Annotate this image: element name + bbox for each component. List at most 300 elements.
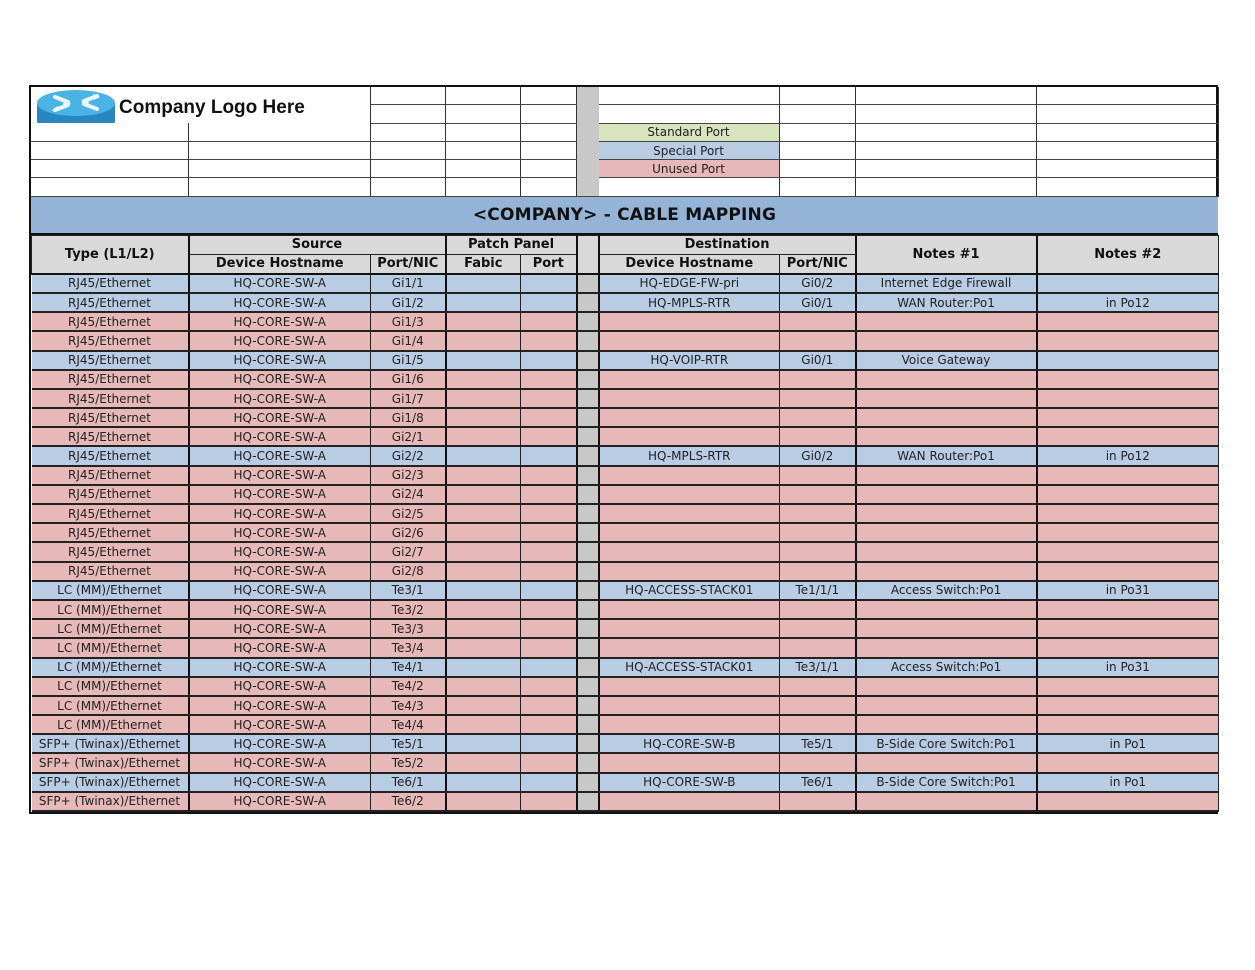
cell-type[interactable]: RJ45/Ethernet xyxy=(32,293,189,312)
cell-notes1[interactable]: Access Switch:Po1 xyxy=(856,658,1037,677)
cell-notes2[interactable]: in Po12 xyxy=(1037,293,1219,312)
cell-dst-port[interactable] xyxy=(780,542,856,561)
cell-notes1[interactable] xyxy=(856,600,1037,619)
cell-dst-hostname[interactable] xyxy=(599,619,780,638)
cell-src-hostname[interactable]: HQ-CORE-SW-A xyxy=(189,446,371,465)
cell-src-hostname[interactable]: HQ-CORE-SW-A xyxy=(189,351,371,370)
header-cell[interactable] xyxy=(31,123,188,141)
cell-type[interactable]: RJ45/Ethernet xyxy=(32,466,189,485)
cell-type[interactable]: RJ45/Ethernet xyxy=(32,523,189,542)
header-cell[interactable] xyxy=(1036,178,1218,196)
header-cell[interactable] xyxy=(779,141,855,159)
cell-type[interactable]: LC (MM)/Ethernet xyxy=(32,715,189,734)
cell-src-hostname[interactable]: HQ-CORE-SW-A xyxy=(189,562,371,581)
cell-dst-hostname[interactable]: HQ-CORE-SW-B xyxy=(599,773,780,792)
cell-notes2[interactable]: in Po31 xyxy=(1037,658,1219,677)
cell-notes1[interactable] xyxy=(856,504,1037,523)
cell-dst-port[interactable] xyxy=(780,312,856,331)
cell-dst-port[interactable] xyxy=(780,427,856,446)
cell-notes2[interactable] xyxy=(1037,677,1219,696)
cell-src-port[interactable]: Gi1/5 xyxy=(371,351,446,370)
cell-src-port[interactable]: Te4/3 xyxy=(371,696,446,715)
header-cell[interactable] xyxy=(520,123,576,141)
cell-src-hostname[interactable]: HQ-CORE-SW-A xyxy=(189,370,371,389)
cell-type[interactable]: LC (MM)/Ethernet xyxy=(32,638,189,657)
cell-pp-fabric[interactable] xyxy=(446,696,521,715)
cell-dst-port[interactable]: Te3/1/1 xyxy=(780,658,856,677)
cell-type[interactable]: LC (MM)/Ethernet xyxy=(32,696,189,715)
cell-notes1[interactable]: B-Side Core Switch:Po1 xyxy=(856,734,1037,753)
header-cell[interactable] xyxy=(520,141,576,159)
cell-type[interactable]: LC (MM)/Ethernet xyxy=(32,658,189,677)
cell-dst-port[interactable] xyxy=(780,619,856,638)
header-cell[interactable] xyxy=(1036,160,1218,178)
cell-notes1[interactable]: Internet Edge Firewall xyxy=(856,274,1037,293)
cell-src-port[interactable]: Gi1/6 xyxy=(371,370,446,389)
cell-dst-port[interactable] xyxy=(780,466,856,485)
cell-notes2[interactable]: in Po31 xyxy=(1037,581,1219,600)
cell-type[interactable]: RJ45/Ethernet xyxy=(32,312,189,331)
header-cell[interactable] xyxy=(779,105,855,123)
cell-notes1[interactable]: WAN Router:Po1 xyxy=(856,293,1037,312)
cell-pp-fabric[interactable] xyxy=(446,408,521,427)
cell-notes2[interactable] xyxy=(1037,562,1219,581)
cell-pp-fabric[interactable] xyxy=(446,312,521,331)
cell-notes2[interactable] xyxy=(1037,600,1219,619)
header-cell[interactable] xyxy=(779,160,855,178)
cell-dst-hostname[interactable] xyxy=(599,677,780,696)
cell-dst-port[interactable] xyxy=(780,715,856,734)
cell-pp-port[interactable] xyxy=(521,351,577,370)
cell-dst-hostname[interactable] xyxy=(599,753,780,772)
cell-pp-fabric[interactable] xyxy=(446,542,521,561)
header-cell[interactable] xyxy=(445,160,520,178)
cell-pp-fabric[interactable] xyxy=(446,389,521,408)
header-cell[interactable] xyxy=(855,105,1036,123)
cell-notes1[interactable]: B-Side Core Switch:Po1 xyxy=(856,773,1037,792)
cell-type[interactable]: RJ45/Ethernet xyxy=(32,351,189,370)
cell-notes2[interactable] xyxy=(1037,753,1219,772)
cell-notes2[interactable] xyxy=(1037,466,1219,485)
header-cell[interactable] xyxy=(188,141,370,159)
cell-dst-hostname[interactable]: HQ-CORE-SW-B xyxy=(599,734,780,753)
cell-pp-port[interactable] xyxy=(521,542,577,561)
cell-src-port[interactable]: Te4/4 xyxy=(371,715,446,734)
cell-dst-hostname[interactable] xyxy=(599,523,780,542)
cell-dst-hostname[interactable] xyxy=(599,600,780,619)
cell-pp-fabric[interactable] xyxy=(446,523,521,542)
cell-type[interactable]: RJ45/Ethernet xyxy=(32,485,189,504)
header-cell[interactable] xyxy=(598,178,779,196)
cell-src-port[interactable]: Te6/1 xyxy=(371,773,446,792)
cell-src-port[interactable]: Te3/1 xyxy=(371,581,446,600)
cell-notes2[interactable]: in Po1 xyxy=(1037,734,1219,753)
cell-pp-fabric[interactable] xyxy=(446,427,521,446)
cell-notes1[interactable] xyxy=(856,485,1037,504)
cell-dst-port[interactable] xyxy=(780,389,856,408)
cell-pp-port[interactable] xyxy=(521,619,577,638)
cell-notes1[interactable] xyxy=(856,408,1037,427)
cell-src-hostname[interactable]: HQ-CORE-SW-A xyxy=(189,408,371,427)
cell-notes1[interactable] xyxy=(856,331,1037,350)
cell-dst-hostname[interactable] xyxy=(599,485,780,504)
cell-src-hostname[interactable]: HQ-CORE-SW-A xyxy=(189,293,371,312)
cell-src-port[interactable]: Gi2/3 xyxy=(371,466,446,485)
cell-pp-fabric[interactable] xyxy=(446,715,521,734)
cell-dst-port[interactable]: Gi0/1 xyxy=(780,293,856,312)
cell-dst-port[interactable]: Te1/1/1 xyxy=(780,581,856,600)
header-cell[interactable] xyxy=(31,178,188,196)
cell-pp-fabric[interactable] xyxy=(446,274,521,293)
cell-dst-hostname[interactable] xyxy=(599,696,780,715)
header-cell[interactable] xyxy=(445,178,520,196)
cell-pp-port[interactable] xyxy=(521,504,577,523)
cell-dst-hostname[interactable] xyxy=(599,542,780,561)
cell-src-hostname[interactable]: HQ-CORE-SW-A xyxy=(189,523,371,542)
cell-notes2[interactable] xyxy=(1037,427,1219,446)
cell-src-port[interactable]: Te5/2 xyxy=(371,753,446,772)
cell-type[interactable]: RJ45/Ethernet xyxy=(32,446,189,465)
cell-pp-port[interactable] xyxy=(521,715,577,734)
cell-pp-fabric[interactable] xyxy=(446,773,521,792)
cell-type[interactable]: RJ45/Ethernet xyxy=(32,542,189,561)
header-cell[interactable] xyxy=(520,105,576,123)
header-cell[interactable] xyxy=(520,87,576,105)
cell-dst-hostname[interactable] xyxy=(599,370,780,389)
cell-notes1[interactable] xyxy=(856,523,1037,542)
cell-dst-hostname[interactable] xyxy=(599,312,780,331)
cell-notes1[interactable] xyxy=(856,619,1037,638)
cell-src-port[interactable]: Gi2/5 xyxy=(371,504,446,523)
cell-pp-fabric[interactable] xyxy=(446,485,521,504)
cell-notes2[interactable] xyxy=(1037,542,1219,561)
cell-pp-fabric[interactable] xyxy=(446,792,521,811)
cell-src-port[interactable]: Gi2/4 xyxy=(371,485,446,504)
cell-dst-hostname[interactable] xyxy=(599,504,780,523)
cell-dst-port[interactable] xyxy=(780,562,856,581)
cell-notes1[interactable] xyxy=(856,542,1037,561)
cell-dst-hostname[interactable] xyxy=(599,792,780,811)
cell-dst-port[interactable] xyxy=(780,370,856,389)
cell-notes2[interactable] xyxy=(1037,389,1219,408)
header-cell[interactable] xyxy=(370,160,445,178)
header-cell[interactable] xyxy=(370,178,445,196)
cell-pp-port[interactable] xyxy=(521,389,577,408)
cell-dst-hostname[interactable] xyxy=(599,389,780,408)
table-row xyxy=(32,351,1219,370)
cell-pp-fabric[interactable] xyxy=(446,446,521,465)
cell-dst-port[interactable] xyxy=(780,792,856,811)
header-cell[interactable] xyxy=(370,123,445,141)
cell-dst-hostname[interactable] xyxy=(599,331,780,350)
cell-dst-hostname[interactable] xyxy=(599,562,780,581)
cell-pp-port[interactable] xyxy=(521,466,577,485)
cell-notes2[interactable] xyxy=(1037,312,1219,331)
cell-notes2[interactable] xyxy=(1037,274,1219,293)
cell-src-hostname[interactable]: HQ-CORE-SW-A xyxy=(189,638,371,657)
cell-src-hostname[interactable]: HQ-CORE-SW-A xyxy=(189,773,371,792)
cell-pp-port[interactable] xyxy=(521,274,577,293)
header-cell[interactable] xyxy=(598,105,779,123)
header-cell[interactable] xyxy=(598,87,779,105)
cell-pp-fabric[interactable] xyxy=(446,677,521,696)
cell-pp-port[interactable] xyxy=(521,485,577,504)
cell-src-port[interactable]: Gi2/6 xyxy=(371,523,446,542)
cell-pp-fabric[interactable] xyxy=(446,293,521,312)
cell-notes2[interactable] xyxy=(1037,792,1219,811)
cell-notes1[interactable]: Access Switch:Po1 xyxy=(856,581,1037,600)
cell-src-hostname[interactable]: HQ-CORE-SW-A xyxy=(189,696,371,715)
cell-src-hostname[interactable]: HQ-CORE-SW-A xyxy=(189,792,371,811)
cell-dst-hostname[interactable] xyxy=(599,408,780,427)
cell-dst-port[interactable] xyxy=(780,485,856,504)
header-cell[interactable] xyxy=(779,87,855,105)
header-cell[interactable] xyxy=(445,105,520,123)
cell-src-hostname[interactable]: HQ-CORE-SW-A xyxy=(189,753,371,772)
cell-src-hostname[interactable]: HQ-CORE-SW-A xyxy=(189,312,371,331)
cell-src-hostname[interactable]: HQ-CORE-SW-A xyxy=(189,600,371,619)
header-cell[interactable] xyxy=(520,160,576,178)
cell-dst-port[interactable]: Te5/1 xyxy=(780,734,856,753)
cell-pp-port[interactable] xyxy=(521,427,577,446)
cell-dst-hostname[interactable] xyxy=(599,638,780,657)
cell-type[interactable]: RJ45/Ethernet xyxy=(32,408,189,427)
header-cell[interactable] xyxy=(855,123,1036,141)
cell-dst-port[interactable]: Gi0/2 xyxy=(780,446,856,465)
cell-src-port[interactable]: Gi1/3 xyxy=(371,312,446,331)
header-cell[interactable] xyxy=(445,123,520,141)
cell-pp-port[interactable] xyxy=(521,312,577,331)
cell-src-hostname[interactable]: HQ-CORE-SW-A xyxy=(189,331,371,350)
cell-src-port[interactable]: Te3/3 xyxy=(371,619,446,638)
cell-dst-port[interactable] xyxy=(780,331,856,350)
cell-notes1[interactable] xyxy=(856,696,1037,715)
header-cell[interactable] xyxy=(1036,105,1218,123)
cell-dst-port[interactable] xyxy=(780,677,856,696)
cell-pp-fabric[interactable] xyxy=(446,581,521,600)
cell-pp-port[interactable] xyxy=(521,370,577,389)
cell-notes2[interactable] xyxy=(1037,485,1219,504)
cell-dst-hostname[interactable]: HQ-MPLS-RTR xyxy=(599,293,780,312)
cell-type[interactable]: SFP+ (Twinax)/Ethernet xyxy=(32,792,189,811)
cell-src-hostname[interactable]: HQ-CORE-SW-A xyxy=(189,485,371,504)
header-cell[interactable] xyxy=(855,178,1036,196)
cell-notes2[interactable] xyxy=(1037,696,1219,715)
cell-notes2[interactable] xyxy=(1037,351,1219,370)
cell-type[interactable]: RJ45/Ethernet xyxy=(32,331,189,350)
cell-pp-fabric[interactable] xyxy=(446,600,521,619)
cell-src-port[interactable]: Te4/2 xyxy=(371,677,446,696)
cell-notes1[interactable]: Voice Gateway xyxy=(856,351,1037,370)
cell-src-port[interactable]: Te6/2 xyxy=(371,792,446,811)
cell-notes2[interactable] xyxy=(1037,408,1219,427)
cell-src-port[interactable]: Gi2/2 xyxy=(371,446,446,465)
cell-notes2[interactable] xyxy=(1037,370,1219,389)
header-cell[interactable] xyxy=(188,160,370,178)
cell-type[interactable]: RJ45/Ethernet xyxy=(32,389,189,408)
cell-pp-port[interactable] xyxy=(521,753,577,772)
cell-src-hostname[interactable]: HQ-CORE-SW-A xyxy=(189,427,371,446)
cell-pp-port[interactable] xyxy=(521,331,577,350)
cell-notes1[interactable] xyxy=(856,638,1037,657)
cell-type[interactable]: RJ45/Ethernet xyxy=(32,504,189,523)
cell-notes2[interactable] xyxy=(1037,638,1219,657)
cell-dst-port[interactable] xyxy=(780,696,856,715)
cell-notes1[interactable]: WAN Router:Po1 xyxy=(856,446,1037,465)
cell-src-port[interactable]: Te3/2 xyxy=(371,600,446,619)
cell-notes1[interactable] xyxy=(856,312,1037,331)
cell-pp-fabric[interactable] xyxy=(446,619,521,638)
cell-pp-port[interactable] xyxy=(521,523,577,542)
cell-src-hostname[interactable]: HQ-CORE-SW-A xyxy=(189,715,371,734)
cell-src-hostname[interactable]: HQ-CORE-SW-A xyxy=(189,658,371,677)
cell-pp-fabric[interactable] xyxy=(446,370,521,389)
cell-type[interactable]: SFP+ (Twinax)/Ethernet xyxy=(32,773,189,792)
cell-dst-hostname[interactable] xyxy=(599,427,780,446)
header-cell[interactable] xyxy=(855,87,1036,105)
cell-src-hostname[interactable]: HQ-CORE-SW-A xyxy=(189,466,371,485)
header-cell[interactable] xyxy=(855,141,1036,159)
cell-pp-port[interactable] xyxy=(521,658,577,677)
cell-pp-port[interactable] xyxy=(521,677,577,696)
cell-dst-hostname[interactable]: HQ-VOIP-RTR xyxy=(599,351,780,370)
cell-notes1[interactable] xyxy=(856,427,1037,446)
cell-pp-port[interactable] xyxy=(521,600,577,619)
header-cell[interactable] xyxy=(779,123,855,141)
cell-dst-port[interactable] xyxy=(780,638,856,657)
cell-dst-hostname[interactable]: HQ-EDGE-FW-pri xyxy=(599,274,780,293)
cell-src-hostname[interactable]: HQ-CORE-SW-A xyxy=(189,619,371,638)
header-cell[interactable] xyxy=(520,178,576,196)
cell-pp-fabric[interactable] xyxy=(446,351,521,370)
cell-pp-port[interactable] xyxy=(521,734,577,753)
cell-pp-port[interactable] xyxy=(521,293,577,312)
cell-pp-fabric[interactable] xyxy=(446,331,521,350)
cell-type[interactable]: LC (MM)/Ethernet xyxy=(32,677,189,696)
cell-src-port[interactable]: Gi1/1 xyxy=(371,274,446,293)
cell-dst-port[interactable]: Gi0/1 xyxy=(780,351,856,370)
header-cell[interactable] xyxy=(1036,87,1218,105)
cell-dst-port[interactable] xyxy=(780,600,856,619)
cell-notes2[interactable] xyxy=(1037,331,1219,350)
cell-dst-port[interactable]: Te6/1 xyxy=(780,773,856,792)
cell-type[interactable]: SFP+ (Twinax)/Ethernet xyxy=(32,753,189,772)
cell-notes2[interactable]: in Po12 xyxy=(1037,446,1219,465)
header-cell[interactable] xyxy=(188,123,370,141)
cell-dst-port[interactable] xyxy=(780,523,856,542)
cell-dst-port[interactable]: Gi0/2 xyxy=(780,274,856,293)
cell-pp-fabric[interactable] xyxy=(446,753,521,772)
cell-pp-fabric[interactable] xyxy=(446,466,521,485)
header-cell[interactable] xyxy=(31,160,188,178)
cell-type[interactable]: LC (MM)/Ethernet xyxy=(32,619,189,638)
cell-src-port[interactable]: Gi1/2 xyxy=(371,293,446,312)
cell-notes2[interactable] xyxy=(1037,715,1219,734)
header-cell[interactable] xyxy=(855,160,1036,178)
cell-pp-port[interactable] xyxy=(521,562,577,581)
cell-pp-fabric[interactable] xyxy=(446,734,521,753)
cell-src-port[interactable]: Te3/4 xyxy=(371,638,446,657)
header-cell[interactable] xyxy=(370,87,445,105)
cell-src-port[interactable]: Gi1/8 xyxy=(371,408,446,427)
header-cell[interactable] xyxy=(188,178,370,196)
cell-pp-fabric[interactable] xyxy=(446,658,521,677)
cell-pp-port[interactable] xyxy=(521,581,577,600)
cell-src-port[interactable]: Te5/1 xyxy=(371,734,446,753)
cell-pp-fabric[interactable] xyxy=(446,638,521,657)
cell-notes1[interactable] xyxy=(856,715,1037,734)
header-cell[interactable] xyxy=(31,141,188,159)
cell-src-hostname[interactable]: HQ-CORE-SW-A xyxy=(189,389,371,408)
header-cell[interactable] xyxy=(370,105,445,123)
header-cell[interactable] xyxy=(445,141,520,159)
cell-src-port[interactable]: Gi2/1 xyxy=(371,427,446,446)
header-cell[interactable] xyxy=(445,87,520,105)
cell-pp-port[interactable] xyxy=(521,446,577,465)
cell-src-hostname[interactable]: HQ-CORE-SW-A xyxy=(189,274,371,293)
cell-notes1[interactable] xyxy=(856,562,1037,581)
cell-notes2[interactable]: in Po1 xyxy=(1037,773,1219,792)
cell-dst-port[interactable] xyxy=(780,753,856,772)
cell-type[interactable]: SFP+ (Twinax)/Ethernet xyxy=(32,734,189,753)
cell-type[interactable]: RJ45/Ethernet xyxy=(32,370,189,389)
cell-pp-port[interactable] xyxy=(521,696,577,715)
cell-src-port[interactable]: Te4/1 xyxy=(371,658,446,677)
cell-dst-port[interactable] xyxy=(780,504,856,523)
cell-dst-hostname[interactable] xyxy=(599,715,780,734)
cell-notes1[interactable] xyxy=(856,792,1037,811)
cell-dst-port[interactable] xyxy=(780,408,856,427)
cell-notes1[interactable] xyxy=(856,677,1037,696)
cell-pp-port[interactable] xyxy=(521,773,577,792)
cell-src-port[interactable]: Gi1/4 xyxy=(371,331,446,350)
cell-src-hostname[interactable]: HQ-CORE-SW-A xyxy=(189,542,371,561)
cell-type[interactable]: RJ45/Ethernet xyxy=(32,427,189,446)
cell-pp-fabric[interactable] xyxy=(446,504,521,523)
cell-dst-hostname[interactable]: HQ-ACCESS-STACK01 xyxy=(599,658,780,677)
cell-pp-port[interactable] xyxy=(521,408,577,427)
cell-src-hostname[interactable]: HQ-CORE-SW-A xyxy=(189,504,371,523)
header-cell[interactable] xyxy=(779,178,855,196)
cell-type[interactable]: LC (MM)/Ethernet xyxy=(32,600,189,619)
cell-type[interactable]: RJ45/Ethernet xyxy=(32,562,189,581)
cell-src-hostname[interactable]: HQ-CORE-SW-A xyxy=(189,677,371,696)
cell-notes1[interactable] xyxy=(856,466,1037,485)
cell-type[interactable]: RJ45/Ethernet xyxy=(32,274,189,293)
cell-dst-hostname[interactable] xyxy=(599,466,780,485)
header-cell[interactable] xyxy=(1036,141,1218,159)
cell-src-port[interactable]: Gi2/8 xyxy=(371,562,446,581)
header-cell[interactable] xyxy=(370,141,445,159)
cell-notes2[interactable] xyxy=(1037,523,1219,542)
header-cell[interactable] xyxy=(1036,123,1218,141)
cell-pp-fabric[interactable] xyxy=(446,562,521,581)
cell-type[interactable]: LC (MM)/Ethernet xyxy=(32,581,189,600)
cell-src-hostname[interactable]: HQ-CORE-SW-A xyxy=(189,734,371,753)
cell-notes1[interactable] xyxy=(856,370,1037,389)
cell-notes1[interactable] xyxy=(856,389,1037,408)
cell-pp-port[interactable] xyxy=(521,638,577,657)
cell-notes2[interactable] xyxy=(1037,619,1219,638)
cell-dst-hostname[interactable]: HQ-MPLS-RTR xyxy=(599,446,780,465)
cell-dst-hostname[interactable]: HQ-ACCESS-STACK01 xyxy=(599,581,780,600)
cell-notes2[interactable] xyxy=(1037,504,1219,523)
cell-notes1[interactable] xyxy=(856,753,1037,772)
cell-src-port[interactable]: Gi1/7 xyxy=(371,389,446,408)
cell-pp-port[interactable] xyxy=(521,792,577,811)
cell-src-port[interactable]: Gi2/7 xyxy=(371,542,446,561)
cell-src-hostname[interactable]: HQ-CORE-SW-A xyxy=(189,581,371,600)
